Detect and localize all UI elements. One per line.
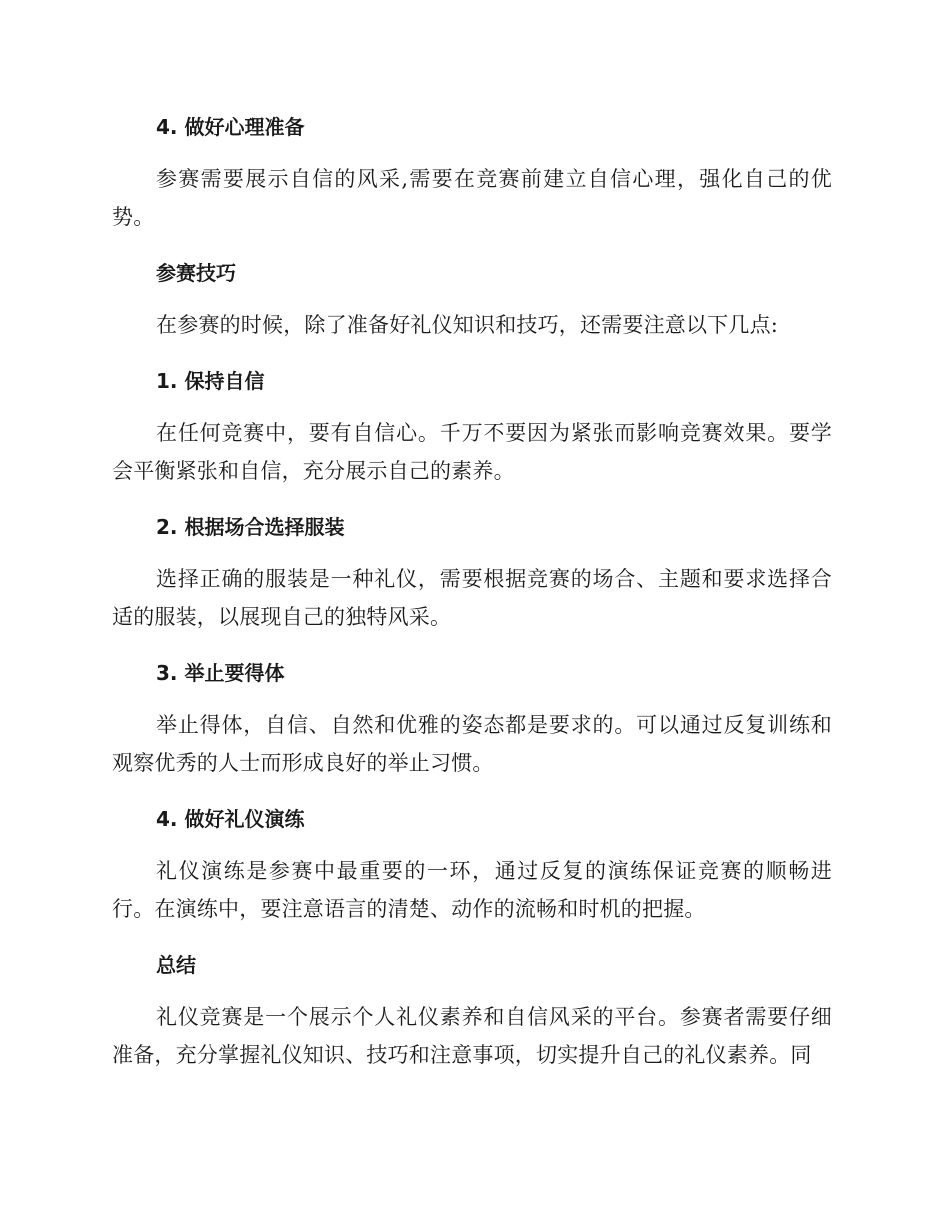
section-heading: 1. 保持自信 <box>156 369 265 393</box>
paragraph: 参赛需要展示自信的风采,需要在竞赛前建立自信心理，强化自己的优势。 <box>112 167 832 229</box>
section-heading: 参赛技巧 <box>156 261 236 285</box>
section-heading: 4. 做好礼仪演练 <box>156 807 305 831</box>
paragraph: 在参赛的时候，除了准备好礼仪知识和技巧，还需要注意以下几点: <box>156 313 779 337</box>
section-heading: 总结 <box>156 953 196 977</box>
paragraph: 礼仪竞赛是一个展示个人礼仪素养和自信风采的平台。参赛者需要仔细准备，充分掌握礼仪知识、技巧和注意事项，切实提升自己的礼仪素养。同 <box>112 1005 832 1067</box>
paragraph: 选择正确的服装是一种礼仪，需要根据竞赛的场合、主题和要求选择合适的服装，以展现自己的独特风采。 <box>112 567 832 629</box>
paragraph: 在任何竞赛中，要有自信心。千万不要因为紧张而影响竞赛效果。要学会平衡紧张和自信，充分展示自己的素养。 <box>112 421 832 483</box>
section-heading: 2. 根据场合选择服装 <box>156 515 345 539</box>
section-heading: 3. 举止要得体 <box>156 661 285 685</box>
paragraph: 举止得体，自信、自然和优雅的姿态都是要求的。可以通过反复训练和观察优秀的人士而形成良好的举止习惯。 <box>112 713 832 775</box>
paragraph: 礼仪演练是参赛中最重要的一环，通过反复的演练保证竞赛的顺畅进行。在演练中，要注意语言的清楚、动作的流畅和时机的把握。 <box>112 859 832 921</box>
section-heading: 4. 做好心理准备 <box>156 115 305 139</box>
document-body <box>112 108 832 1092</box>
